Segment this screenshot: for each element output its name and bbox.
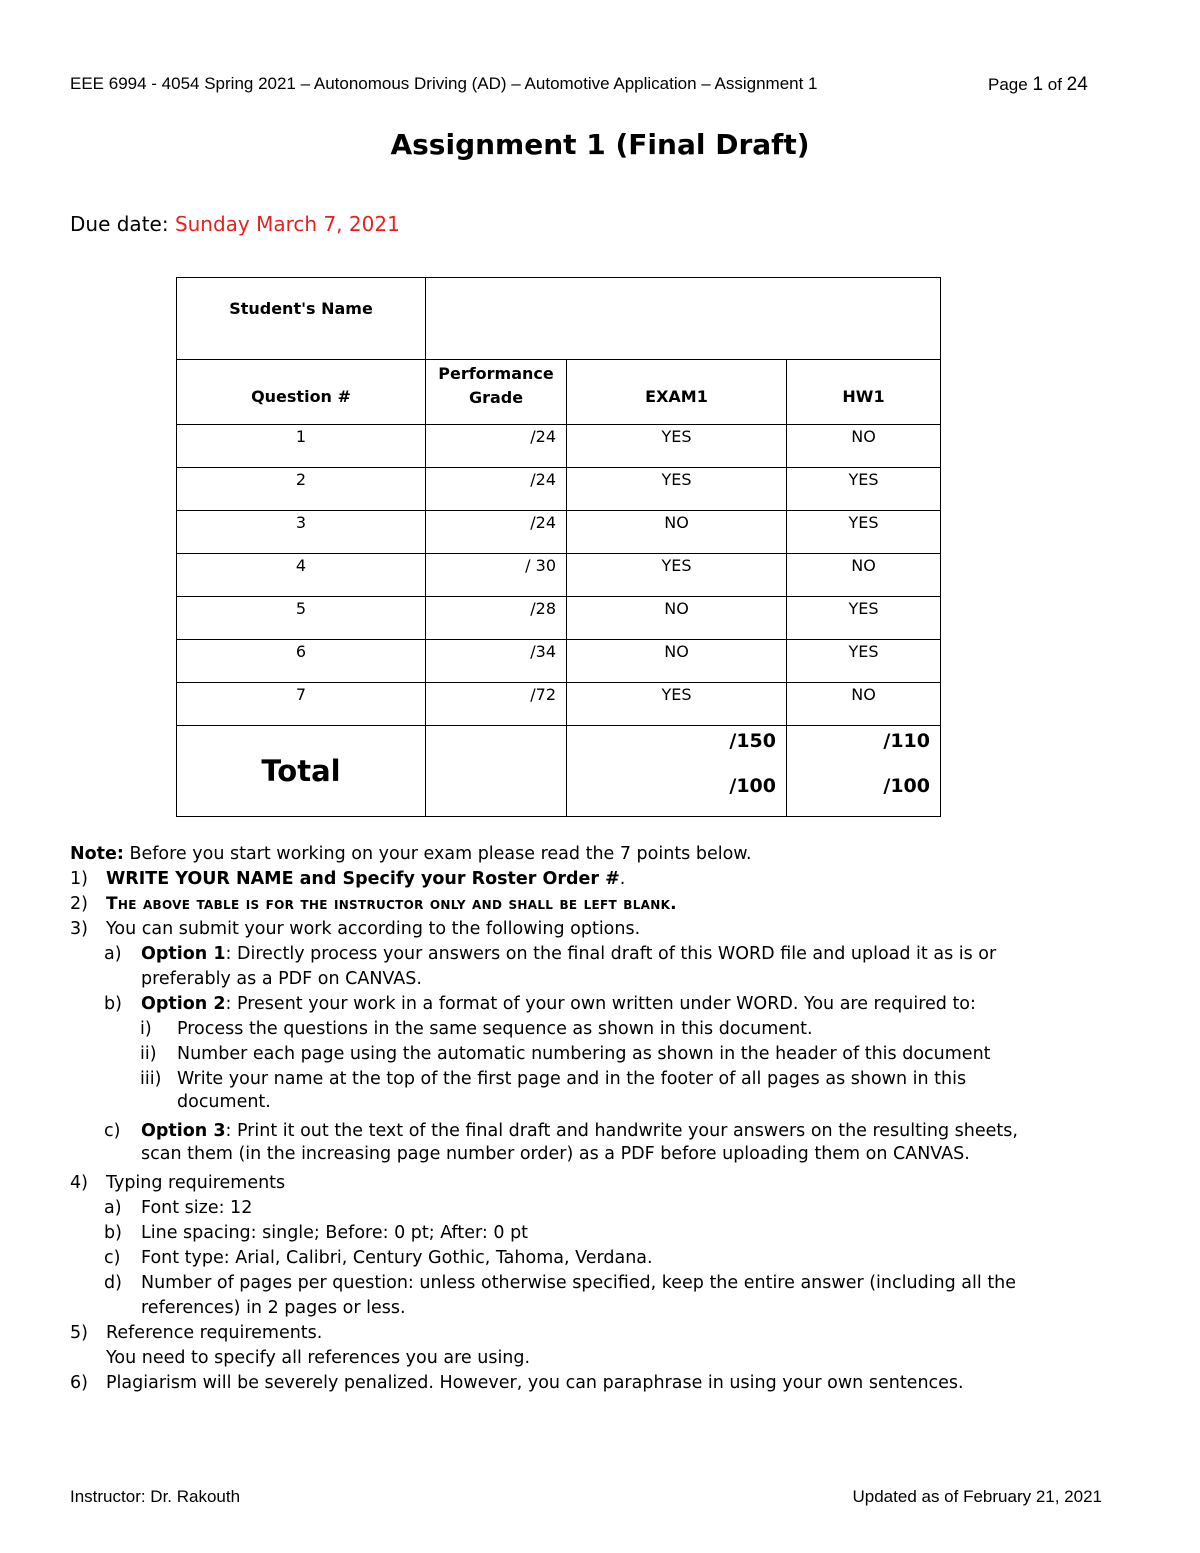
exam-cell: NO bbox=[567, 597, 787, 640]
due-date bbox=[70, 212, 400, 236]
exam-total-cell bbox=[567, 726, 787, 817]
point-3b: b) Option 2: Present your work in a format of your own written under WORD. You are required to: bbox=[104, 994, 976, 1014]
point-4b: b) Line spacing: single; Before: 0 pt; After: 0 pt bbox=[104, 1223, 529, 1243]
grade-cell[interactable]: /34 bbox=[426, 640, 567, 683]
grade-cell[interactable]: /28 bbox=[426, 597, 567, 640]
table-row bbox=[177, 511, 941, 554]
point-4c: c) Font type: Arial, Calibri, Century Gothic, Tahoma, Verdana. bbox=[104, 1248, 653, 1268]
instructions bbox=[70, 842, 1140, 1396]
student-name-cell[interactable] bbox=[426, 278, 941, 360]
page-word: Page bbox=[988, 75, 1028, 94]
exam-total: /150 bbox=[729, 730, 776, 752]
point-3a-cont: preferably as a PDF on CANVAS. bbox=[141, 969, 422, 989]
total-pages: 24 bbox=[1066, 74, 1088, 95]
table-row bbox=[177, 468, 941, 511]
point-3b-i: i) Process the questions in the same sequence as shown in this document. bbox=[140, 1019, 813, 1039]
note-label: Note: bbox=[70, 844, 124, 864]
point-3b-iii: iii) Write your name at the top of the first page and in the footer of all pages as shown in this bbox=[140, 1069, 967, 1089]
table-row bbox=[177, 640, 941, 683]
hw-cell: NO bbox=[787, 683, 941, 726]
point-6: 6) Plagiarism will be severely penalized. However, you can paraphrase in using your own sentences. bbox=[70, 1373, 964, 1393]
current-page: 1 bbox=[1032, 74, 1044, 95]
point-3a: a) Option 1: Directly process your answers on the final draft of this WORD file and upload it as is or bbox=[104, 944, 997, 964]
exam-cell: YES bbox=[567, 554, 787, 597]
table-row bbox=[177, 425, 941, 468]
point-3: 3) You can submit your work according to the following options. bbox=[70, 919, 641, 939]
hw-total-cell bbox=[787, 726, 941, 817]
point-1: 1) WRITE YOUR NAME and Specify your Roster Order #. bbox=[70, 869, 626, 889]
question-number: 7 bbox=[177, 683, 426, 726]
student-name-label: Student's Name bbox=[177, 278, 426, 360]
table-row bbox=[177, 597, 941, 640]
point-2: 2) The above table is for the instructor only and shall be left blank. bbox=[70, 894, 677, 914]
point-3c-cont: scan them (in the increasing page number order) as a PDF before uploading them on CANVAS. bbox=[141, 1144, 970, 1164]
hw-cell: YES bbox=[787, 597, 941, 640]
due-date-value: Sunday March 7, 2021 bbox=[174, 212, 400, 236]
page-number bbox=[988, 74, 1088, 96]
hw-cell: YES bbox=[787, 640, 941, 683]
point-5-cont: You need to specify all references you are using. bbox=[106, 1348, 531, 1368]
note-intro bbox=[70, 842, 1140, 867]
grade-cell[interactable]: /24 bbox=[426, 468, 567, 511]
hw-cell: NO bbox=[787, 425, 941, 468]
hw-cell: YES bbox=[787, 511, 941, 554]
point-4d: d) Number of pages per question: unless otherwise specified, keep the entire answer (including all the bbox=[104, 1273, 1017, 1293]
due-label: Due date: bbox=[70, 212, 169, 236]
point-5: 5) Reference requirements. bbox=[70, 1323, 323, 1343]
grade-cell[interactable]: /72 bbox=[426, 683, 567, 726]
exam-cell: YES bbox=[567, 468, 787, 511]
grade-cell[interactable]: /24 bbox=[426, 511, 567, 554]
instructor-name: Instructor: Dr. Rakouth bbox=[70, 1487, 241, 1506]
exam-cell: NO bbox=[567, 511, 787, 554]
table-row bbox=[177, 554, 941, 597]
exam-cell: YES bbox=[567, 683, 787, 726]
point-3b-iii-cont: document. bbox=[177, 1092, 271, 1112]
exam-cell: NO bbox=[567, 640, 787, 683]
col-header-hw: HW1 bbox=[787, 360, 941, 425]
point-3c: c) Option 3: Print it out the text of the final draft and handwrite your answers on the resulting sheets, bbox=[104, 1121, 1018, 1141]
hw-scaled: /100 bbox=[883, 775, 930, 797]
of-word: of bbox=[1047, 75, 1062, 94]
question-number: 3 bbox=[177, 511, 426, 554]
note-text: Before you start working on your exam please read the 7 points below. bbox=[129, 844, 752, 864]
question-number: 4 bbox=[177, 554, 426, 597]
col-header-question: Question # bbox=[177, 360, 426, 425]
point-4: 4) Typing requirements bbox=[70, 1173, 286, 1193]
question-number: 5 bbox=[177, 597, 426, 640]
exam-scaled: /100 bbox=[729, 775, 776, 797]
total-row bbox=[177, 726, 941, 817]
hw-total: /110 bbox=[883, 730, 930, 752]
document-title: Assignment 1 (Final Draft) bbox=[390, 128, 810, 161]
point-4a: a) Font size: 12 bbox=[104, 1198, 253, 1218]
question-number: 2 bbox=[177, 468, 426, 511]
question-number: 6 bbox=[177, 640, 426, 683]
total-label: Total bbox=[177, 726, 426, 817]
col-header-grade: Performance Grade bbox=[426, 360, 567, 425]
grade-cell[interactable]: /24 bbox=[426, 425, 567, 468]
total-grade-cell[interactable] bbox=[426, 726, 567, 817]
col-header-exam: EXAM1 bbox=[567, 360, 787, 425]
hw-cell: NO bbox=[787, 554, 941, 597]
page-footer bbox=[70, 1487, 1102, 1511]
grading-table bbox=[176, 277, 941, 817]
question-number: 1 bbox=[177, 425, 426, 468]
grade-cell[interactable]: / 30 bbox=[426, 554, 567, 597]
exam-cell: YES bbox=[567, 425, 787, 468]
point-3b-ii: ii) Number each page using the automatic numbering as shown in the header of this document bbox=[140, 1044, 991, 1064]
hw-cell: YES bbox=[787, 468, 941, 511]
updated-date: Updated as of February 21, 2021 bbox=[852, 1487, 1102, 1506]
table-row bbox=[177, 683, 941, 726]
course-title: EEE 6994 - 4054 Spring 2021 – Autonomous Driving (AD) – Automotive Application – Assignment 1 bbox=[70, 74, 818, 93]
point-4d-cont: references) in 2 pages or less. bbox=[141, 1298, 406, 1318]
page-header bbox=[70, 74, 1100, 98]
